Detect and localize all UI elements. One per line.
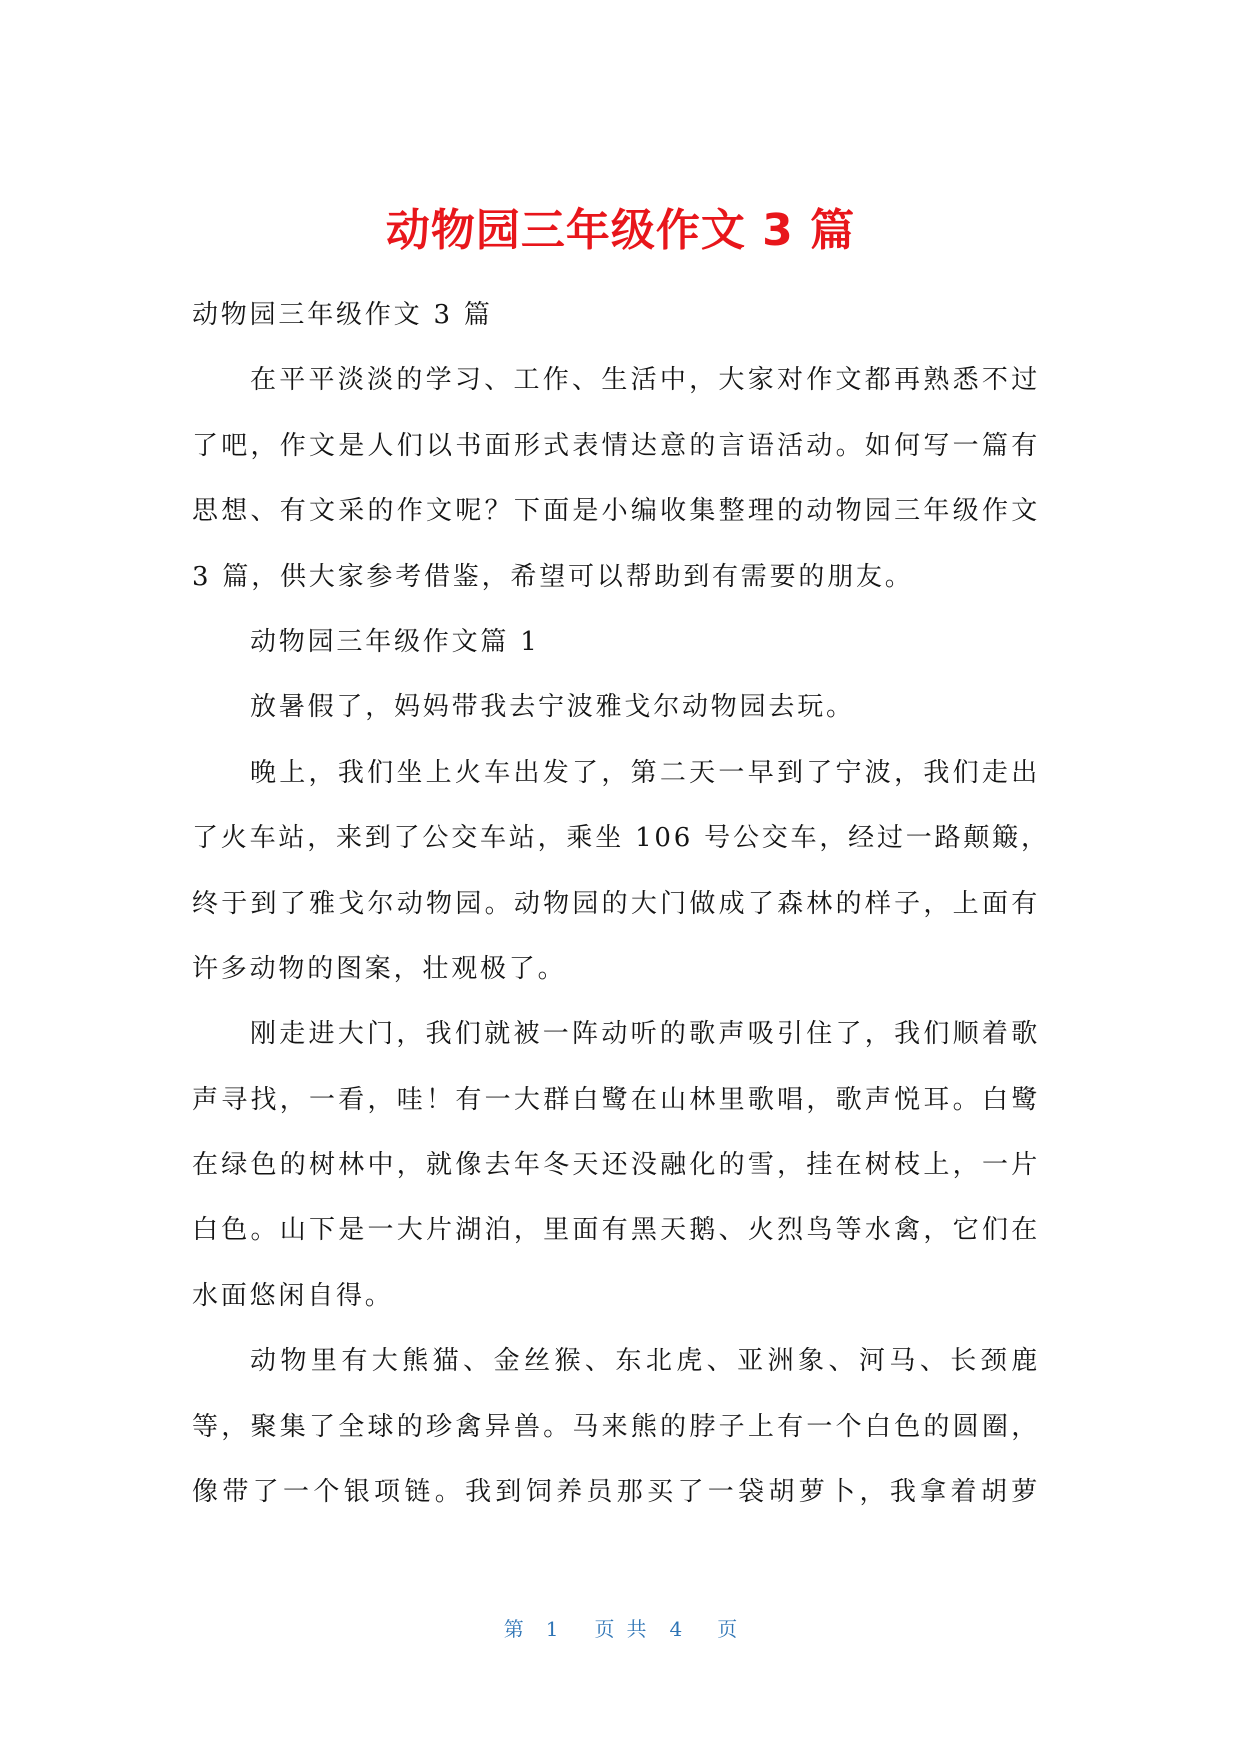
text-line: 终于到了雅戈尔动物园。动物园的大门做成了森林的样子，上面有 bbox=[192, 888, 1040, 919]
page-unit: 页 bbox=[594, 1617, 615, 1641]
text-line: 动物里有大熊猫、金丝猴、东北虎、亚洲象、河马、长颈鹿 bbox=[250, 1346, 1040, 1377]
text-line: 像带了一个银项链。我到饲养员那买了一袋胡萝卜，我拿着胡萝 bbox=[192, 1477, 1040, 1508]
text-line: 刚走进大门，我们就被一阵动听的歌声吸引住了，我们顺着歌 bbox=[250, 1019, 1040, 1050]
page-prefix: 第 bbox=[503, 1617, 524, 1641]
text-line: 晚上，我们坐上火车出发了，第二天一早到了宁波，我们走出 bbox=[250, 757, 1040, 788]
total-prefix: 共 bbox=[626, 1617, 647, 1641]
document-subtitle: 动物园三年级作文 3 篇 bbox=[192, 300, 493, 330]
text-line: 思想、有文采的作文呢？下面是小编收集整理的动物园三年级作文 bbox=[192, 496, 1040, 527]
text-line: 声寻找，一看，哇！有一大群白鹭在山林里歌唱，歌声悦耳。白鹭 bbox=[192, 1084, 1040, 1115]
essay-paragraph-4 bbox=[192, 1329, 1040, 1525]
essay-paragraph-1 bbox=[192, 675, 1040, 740]
section-heading: 动物园三年级作文篇 1 bbox=[250, 626, 540, 657]
text-line: 了火车站，来到了公交车站，乘坐 106 号公交车，经过一路颠簸， bbox=[192, 823, 1050, 854]
text-line: 3 篇，供大家参考借鉴，希望可以帮助到有需要的朋友。 bbox=[192, 561, 914, 592]
document-body bbox=[192, 283, 1050, 1525]
text-line: 许多动物的图案，壮观极了。 bbox=[192, 953, 567, 984]
total-pages: 4 bbox=[669, 1617, 683, 1641]
text-line: 了吧，作文是人们以书面形式表情达意的言语活动。如何写一篇有 bbox=[192, 430, 1040, 461]
text-line: 水面悠闲自得。 bbox=[192, 1280, 394, 1311]
text-line: 在平平淡淡的学习、工作、生活中，大家对作文都再熟悉不过 bbox=[250, 365, 1040, 396]
essay-paragraph-3 bbox=[192, 1002, 1040, 1329]
text-line: 白色。山下是一大片湖泊，里面有黑天鹅、火烈鸟等水禽，它们在 bbox=[192, 1215, 1040, 1246]
essay-paragraph-2 bbox=[192, 741, 1050, 1003]
text-line: 在绿色的树林中，就像去年冬天还没融化的雪，挂在树枝上，一片 bbox=[192, 1150, 1040, 1181]
page-footer bbox=[0, 1614, 1241, 1644]
text-line: 等，聚集了全球的珍禽异兽。马来熊的脖子上有一个白色的圆圈， bbox=[192, 1411, 1040, 1442]
text-line: 放暑假了，妈妈带我去宁波雅戈尔动物园去玩。 bbox=[250, 692, 855, 723]
intro-paragraph bbox=[192, 348, 1040, 610]
total-unit: 页 bbox=[717, 1617, 738, 1641]
page-number: 1 bbox=[545, 1617, 559, 1641]
document-title: 动物园三年级作文 3 篇 bbox=[385, 205, 856, 256]
